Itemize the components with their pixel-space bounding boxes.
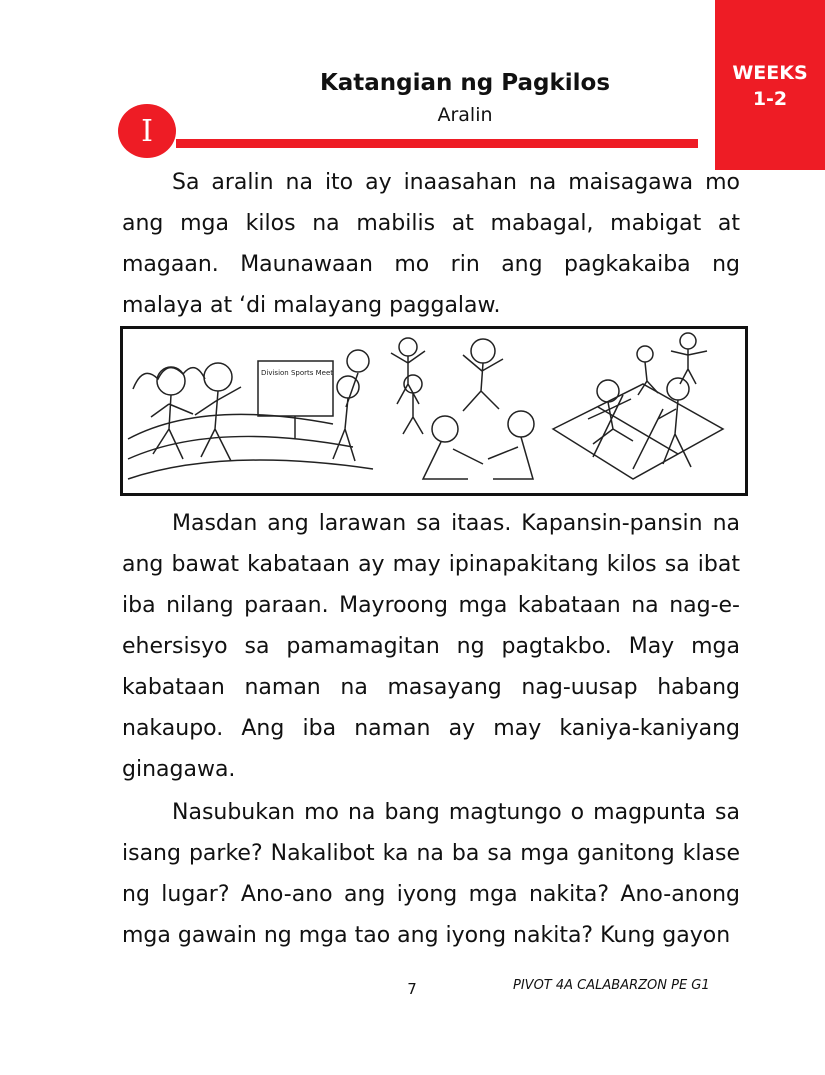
child-head [667,378,689,400]
observation-paragraph-text: Masdan ang larawan sa itaas. Kapansin-pansin na ang bawat kabataan ay may ipinapakitang kilos sa ibat iba nilang paraan. Mayroong mga kabataan na nag-e-ehersisyo sa pamamagitan ng pagtakbo. May mga kabataan naman na masayang nag-uusap habang nakaupo. Ang iba naman ay may kaniya-kaniyang ginagawa. [122,511,740,782]
page-number: 7 [407,980,417,998]
child-head [204,363,232,391]
hopscotch-grid [553,384,723,479]
section-letter-badge: I [118,104,176,158]
question-paragraph-text: Nasubukan mo na bang magtungo o magpunta sa isang parke? Nakalibot ka na ba sa mga ganitong klase ng lugar? Ano-ano ang iyong mga nakita? Ano-anong mga gawain ng mga tao ang iyong nakita? Kung gayon [122,800,740,948]
footer-reference: PIVOT 4A CALABARZON PE G1 [513,978,710,993]
question-paragraph [122,792,740,956]
page-title: Katangian ng Pagkilos [319,70,611,96]
child-head [399,338,417,356]
activity-illustration [120,326,748,496]
child-head [404,375,422,393]
child-head [680,333,696,349]
bush-outline [133,368,205,389]
child-body [195,387,241,461]
child-body [488,437,533,479]
illustration-drawing [123,329,745,493]
child-body [638,362,658,395]
child-body [423,442,483,479]
intro-paragraph-text: Sa aralin na ito ay inaasahan na maisagawa mo ang mga kilos na mabilis at mabagal, mabigat at magaan. Maunawaan mo rin ang pagkakaiba ng malaya at ‘di malayang paggalaw. [122,170,740,318]
page-subtitle: Aralin [437,104,493,126]
child-body [403,393,423,434]
child-head [157,367,185,395]
observation-paragraph [122,503,740,790]
weeks-label: WEEKS [732,62,808,84]
child-head [471,339,495,363]
child-head [597,380,619,402]
ball [347,350,369,372]
sign-text: Division Sports Meet [261,369,334,377]
child-head [508,411,534,437]
weeks-range: 1-2 [752,88,788,110]
child-head [432,416,458,442]
child-head [637,346,653,362]
track-line [128,414,333,439]
child-body [463,355,503,411]
track-line [128,460,373,479]
weeks-tab [715,0,825,170]
intro-paragraph [122,162,740,326]
header-divider [176,139,698,148]
